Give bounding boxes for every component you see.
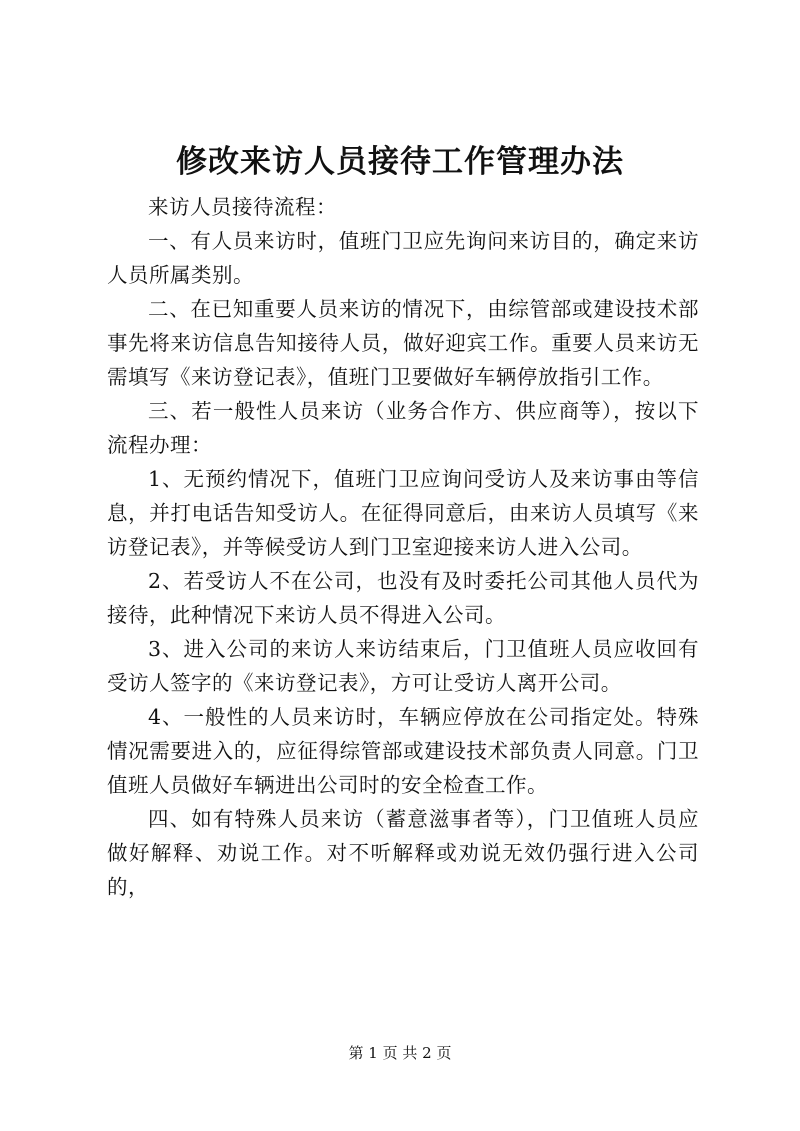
paragraph-3-1: 1、无预约情况下，值班门卫应询问受访人及来访事由等信息，并打电话告知受访人。在征得同意后，由来访人员填写《来访登记表》，并等候受访人到门卫室迎接来访人进入公司。	[107, 467, 699, 559]
document-title: 修改来访人员接待工作管理办法	[176, 144, 624, 180]
paragraph-4: 四、如有特殊人员来访（蓄意滋事者等），门卫值班人员应做好解释、劝说工作。对不听解释或劝说无效仍强行进入公司的，	[107, 807, 699, 899]
paragraph-3-4: 4、一般性的人员来访时，车辆应停放在公司指定处。特殊情况需要进入的，应征得综管部或建设技术部负责人同意。门卫值班人员做好车辆进出公司时的安全检查工作。	[107, 705, 699, 797]
paragraph-1: 一、有人员来访时，值班门卫应先询问来访目的，确定来访人员所属类别。	[107, 229, 699, 287]
paragraph-3-2: 2、若受访人不在公司，也没有及时委托公司其他人员代为接待，此种情况下来访人员不得进入公司。	[107, 569, 699, 627]
page-footer: 第 1 页 共 2 页	[348, 1044, 452, 1062]
paragraph-intro: 来访人员接待流程：	[148, 195, 337, 219]
document-body	[107, 190, 699, 904]
paragraph-3-3: 3、进入公司的来访人来访结束后，门卫值班人员应收回有受访人签字的《来访登记表》，方可让受访人离开公司。	[107, 637, 699, 695]
paragraph-2: 二、在已知重要人员来访的情况下，由综管部或建设技术部事先将来访信息告知接待人员，做好迎宾工作。重要人员来访无需填写《来访登记表》，值班门卫要做好车辆停放指引工作。	[107, 297, 699, 389]
paragraph-3: 三、若一般性人员来访（业务合作方、供应商等），按以下流程办理：	[107, 399, 699, 457]
